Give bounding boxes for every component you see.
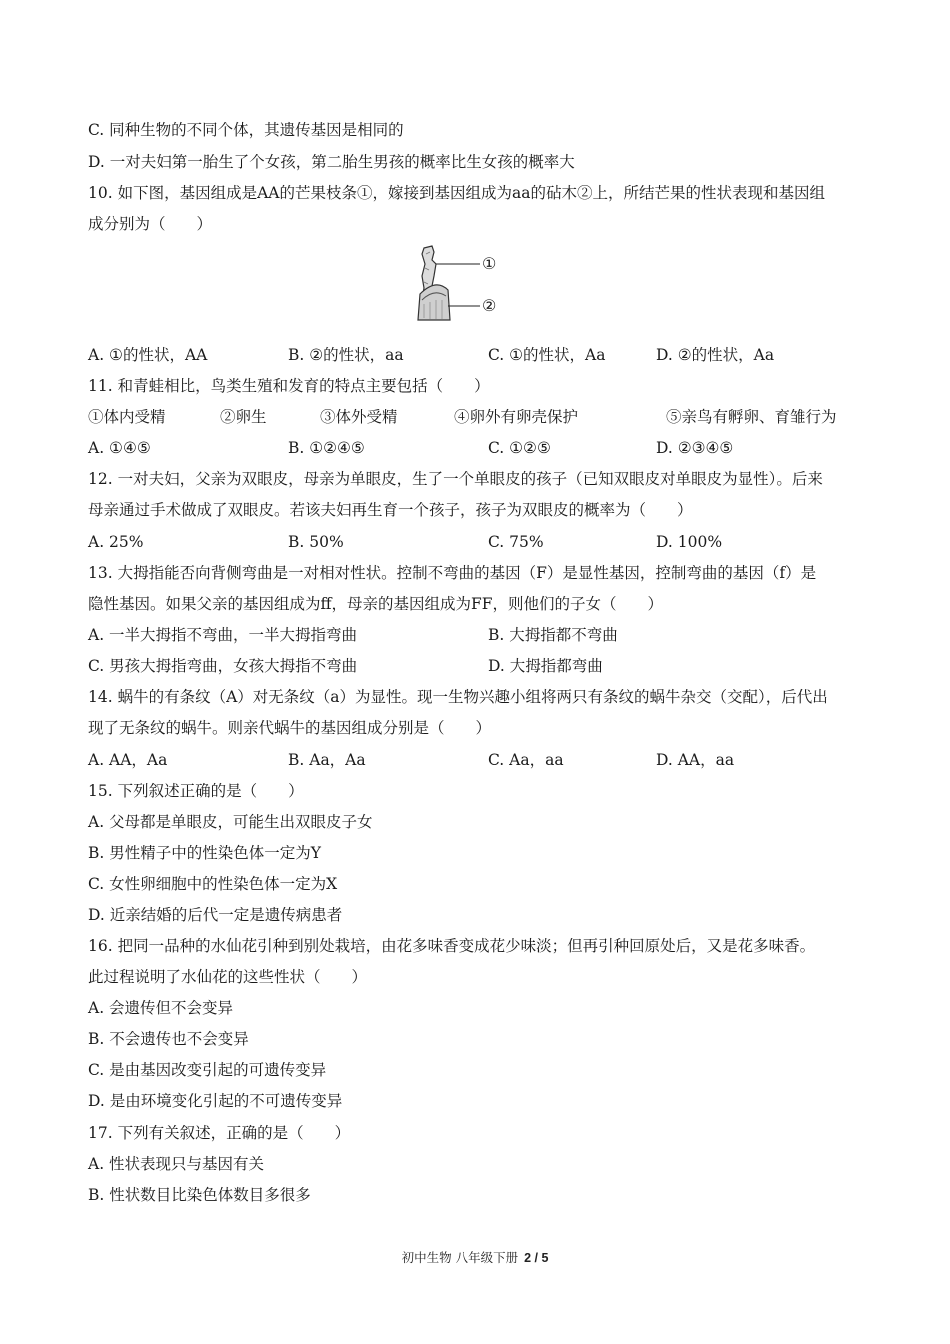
q14-option-b: B. Aa，Aa xyxy=(288,751,366,769)
q14-option-d: D. AA，aa xyxy=(656,751,735,769)
q11-item-5: ⑤亲鸟有孵卵、育雏行为 xyxy=(666,408,837,426)
q14-stem-line2: 现了无条纹的蜗牛。则亲代蜗牛的基因组成分别是（ ） xyxy=(88,719,492,737)
q11-options xyxy=(88,438,868,458)
q12-option-b: B. 50% xyxy=(288,533,344,551)
grafting-illustration xyxy=(410,242,520,328)
q16-option-c: C. 是由基因改变引起的可遗传变异 xyxy=(88,1061,327,1079)
q10-option-a: A. ①的性状，AA xyxy=(88,346,208,364)
q16-option-a: A. 会遗传但不会变异 xyxy=(88,999,234,1017)
q10-stem-line2: 成分别为（ ） xyxy=(88,215,213,233)
q12-option-d: D. 100% xyxy=(656,533,723,551)
q9-option-c: C. 同种生物的不同个体，其遗传基因是相同的 xyxy=(88,121,404,139)
q11-items xyxy=(88,407,868,427)
q13-option-a: A. 一半大拇指不弯曲，一半大拇指弯曲 xyxy=(88,626,358,644)
q10-option-c: C. ①的性状，Aa xyxy=(488,346,606,364)
page-footer xyxy=(0,1250,950,1266)
q11-option-c: C. ①②⑤ xyxy=(488,439,551,457)
q12-options xyxy=(88,532,868,552)
q11-item-2: ②卵生 xyxy=(220,408,267,426)
q12-option-a: A. 25% xyxy=(88,533,144,551)
q13-option-c: C. 男孩大拇指弯曲，女孩大拇指不弯曲 xyxy=(88,657,358,675)
q11-option-a: A. ①④⑤ xyxy=(88,439,151,457)
q16-option-b: B. 不会遗传也不会变异 xyxy=(88,1030,249,1048)
q14-options xyxy=(88,750,868,770)
q17-option-b: B. 性状数目比染色体数目多很多 xyxy=(88,1186,311,1204)
figure-label-rootstock: ② xyxy=(482,296,497,315)
q13-options-row2 xyxy=(88,656,868,676)
q10-option-d: D. ②的性状，Aa xyxy=(656,346,775,364)
q9-option-d: D. 一对夫妇第一胎生了个女孩，第二胎生男孩的概率比生女孩的概率大 xyxy=(88,153,575,171)
q10-options xyxy=(88,345,868,365)
q14-option-a: A. AA，Aa xyxy=(88,751,168,769)
footer-course-label: 初中生物 八年级下册 xyxy=(401,1250,519,1265)
q16-stem-line2: 此过程说明了水仙花的这些性状（ ） xyxy=(88,968,368,986)
q14-stem-line1: 14. 蜗牛的有条纹（A）对无条纹（a）为显性。现一生物兴趣小组将两只有条纹的蜗牛杂交（交配），后代出 xyxy=(88,688,828,706)
q16-option-d: D. 是由环境变化引起的不可遗传变异 xyxy=(88,1092,343,1110)
q12-stem-line2: 母亲通过手术做成了双眼皮。若该夫妇再生育一个孩子，孩子为双眼皮的概率为（ ） xyxy=(88,501,693,519)
q14-option-c: C. Aa，aa xyxy=(488,751,564,769)
q10-stem-line1: 10. 如下图，基因组成是AA的芒果枝条①，嫁接到基因组成为aa的砧木②上，所结芒果的性状表现和基因组 xyxy=(88,184,825,202)
q11-item-3: ③体外受精 xyxy=(320,408,398,426)
page-number: 2 / 5 xyxy=(524,1251,549,1265)
q15-option-a: A. 父母都是单眼皮，可能生出双眼皮子女 xyxy=(88,813,373,831)
q11-item-1: ①体内受精 xyxy=(88,408,166,426)
q15-option-b: B. 男性精子中的性染色体一定为Y xyxy=(88,844,321,862)
q13-stem-line2: 隐性基因。如果父亲的基因组成为ff，母亲的基因组成为FF，则他们的子女（ ） xyxy=(88,595,664,613)
q12-stem-line1: 12. 一对夫妇，父亲为双眼皮，母亲为单眼皮，生了一个单眼皮的孩子（已知双眼皮对单眼皮为显性）。后来 xyxy=(88,470,823,488)
grafting-figure xyxy=(410,242,520,328)
q13-option-b: B. 大拇指都不弯曲 xyxy=(488,626,618,644)
q17-option-a: A. 性状表现只与基因有关 xyxy=(88,1155,265,1173)
q15-option-d: D. 近亲结婚的后代一定是遗传病患者 xyxy=(88,906,343,924)
q13-stem-line1: 13. 大拇指能否向背侧弯曲是一对相对性状。控制不弯曲的基因（F）是显性基因，控制弯曲的基因（f）是 xyxy=(88,564,817,582)
q16-stem-line1: 16. 把同一品种的水仙花引种到别处栽培，由花多味香变成花少味淡；但再引种回原处后，又是花多味香。 xyxy=(88,937,816,955)
q17-stem: 17. 下列有关叙述，正确的是（ ） xyxy=(88,1124,351,1142)
q10-option-b: B. ②的性状，aa xyxy=(288,346,404,364)
q12-option-c: C. 75% xyxy=(488,533,544,551)
q11-option-d: D. ②③④⑤ xyxy=(656,439,734,457)
q11-item-4: ④卵外有卵壳保护 xyxy=(454,408,579,426)
q13-option-d: D. 大拇指都弯曲 xyxy=(488,657,603,675)
q11-option-b: B. ①②④⑤ xyxy=(288,439,365,457)
figure-label-scion: ① xyxy=(482,254,497,273)
q15-option-c: C. 女性卵细胞中的性染色体一定为X xyxy=(88,875,338,893)
q11-stem: 11. 和青蛙相比，鸟类生殖和发育的特点主要包括（ ） xyxy=(88,377,490,395)
q15-stem: 15. 下列叙述正确的是（ ） xyxy=(88,782,304,800)
q13-options-row1 xyxy=(88,625,868,645)
